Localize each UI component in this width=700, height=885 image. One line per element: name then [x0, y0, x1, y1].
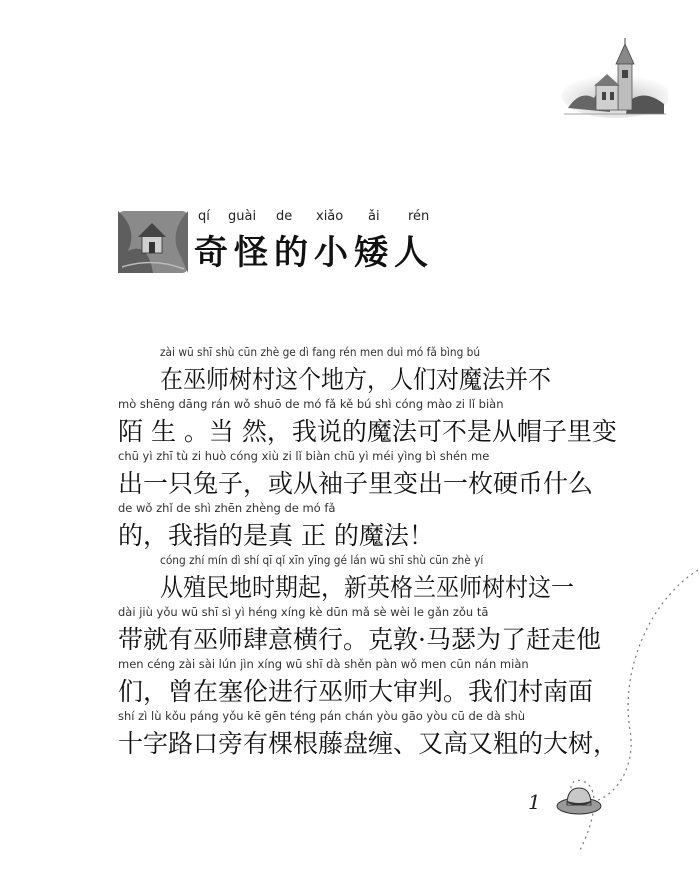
- house-thumbnail-illustration: [118, 211, 188, 273]
- pinyin-line: dài jiù yǒu wū shī sì yì héng xíng kè dūn mǎ sè wèi le gǎn zǒu tā: [118, 605, 489, 619]
- hanzi-line: 们，曾在塞伦进行巫师大审判。我们村南面: [118, 677, 594, 706]
- church-illustration: [560, 38, 668, 120]
- pinyin-line: mò shēng dāng rán wǒ shuō de mó fǎ kě bú shì cóng mào zi lǐ biàn: [118, 397, 504, 411]
- hat-illustration: [555, 780, 603, 820]
- pinyin-line: chū yì zhī tù zi huò cóng xiù zi lǐ biàn chū yì méi yìng bì shén me: [118, 449, 490, 463]
- text-line: [118, 501, 618, 553]
- pinyin-line: zài wū shī shù cūn zhè ge dì fang rén men duì mó fǎ bìng bú: [160, 345, 481, 359]
- hanzi-line: 的，我指的是真 正 的魔法！: [118, 521, 434, 550]
- title-pinyin-syllable: guài: [228, 209, 257, 224]
- text-line: [160, 345, 620, 397]
- hanzi-line: 出一只兔子，或从袖子里变出一枚硬币什么: [118, 469, 594, 498]
- hanzi-line: 十字路口旁有棵根藤盘缠、又高又粗的大树，: [118, 729, 619, 758]
- chapter-title-block: [118, 205, 458, 285]
- hanzi-line: 陌 生 。当 然，我说的魔法可不是从帽子里变: [118, 417, 617, 446]
- page-number: 1: [528, 790, 541, 814]
- hanzi-line: 在巫师树村这个地方，人们对魔法并不: [160, 365, 552, 394]
- text-line: [160, 553, 620, 605]
- chapter-title: 奇怪的小矮人: [194, 233, 434, 273]
- text-line: [118, 709, 618, 761]
- title-pinyin-syllable: de: [276, 209, 293, 224]
- title-pinyin-syllable: rén: [408, 209, 430, 224]
- title-pinyin-syllable: qí: [198, 209, 210, 224]
- pinyin-line: men céng zài sài lún jìn xíng wū shī dà shěn pàn wǒ men cūn nán miàn: [118, 657, 529, 671]
- hanzi-line: 带就有巫师肆意横行。克敦·马瑟为了赶走他: [118, 625, 601, 654]
- title-pinyin-syllable: xiǎo: [316, 209, 344, 224]
- hanzi-line: 从殖民地时期起，新英格兰巫师树村这一: [160, 573, 575, 602]
- text-line: [118, 449, 618, 501]
- text-line: [118, 657, 618, 709]
- text-line: [118, 605, 618, 657]
- text-line: [118, 397, 618, 449]
- pinyin-line: shí zì lù kǒu páng yǒu kē gēn téng pán chán yòu gāo yòu cū de dà shù: [118, 709, 526, 723]
- title-pinyin-syllable: ǎi: [368, 209, 380, 224]
- pinyin-line: de wǒ zhǐ de shì zhēn zhèng de mó fǎ: [118, 501, 336, 515]
- pinyin-line: cóng zhí mín dì shí qī qǐ xīn yīng gé lán wū shī shù cūn zhè yí: [160, 553, 484, 567]
